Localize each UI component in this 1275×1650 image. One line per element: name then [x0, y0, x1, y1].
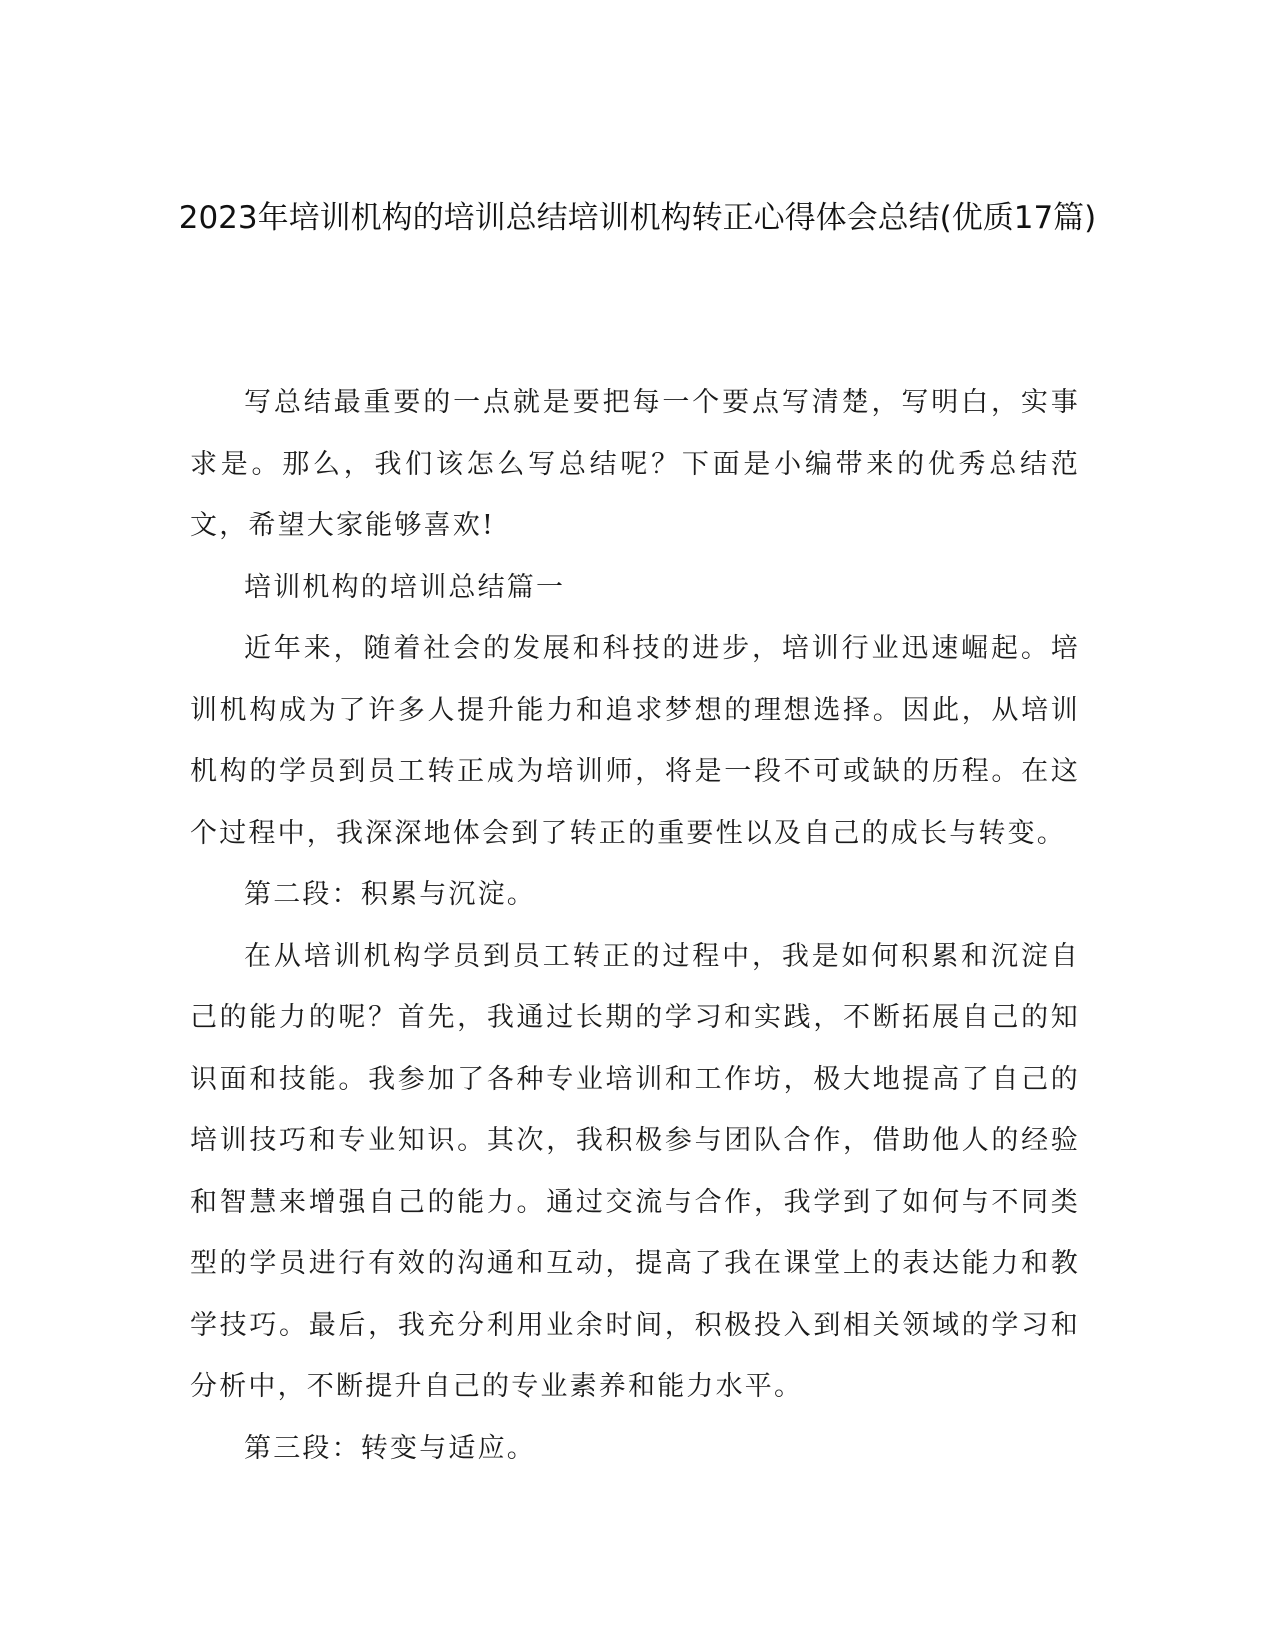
document-title: 2023年培训机构的培训总结培训机构转正心得体会总结(优质17篇): [178, 200, 1097, 236]
body-paragraph: 近年来，随着社会的发展和科技的进步，培训行业迅速崛起。培训机构成为了许多人提升能力和追求梦想的理想选择。因此，从培训机构的学员到员工转正成为培训师，将是一段不可或缺的历程。在这个过程中，我深深地体会到了转正的重要性以及自己的成长与转变。: [190, 633, 1080, 849]
section-heading-third: 第三段：转变与适应。: [244, 1432, 536, 1464]
document-body: [190, 372, 1080, 1479]
section-heading-part-one: 培训机构的培训总结篇一: [244, 571, 566, 603]
body-paragraph: 在从培训机构学员到员工转正的过程中，我是如何积累和沉淀自己的能力的呢？首先，我通过长期的学习和实践，不断拓展自己的知识面和技能。我参加了各种专业培训和工作坊，极大地提高了自己的培训技巧和专业知识。其次，我积极参与团队合作，借助他人的经验和智慧来增强自己的能力。通过交流与合作，我学到了如何与不同类型的学员进行有效的沟通和互动，提高了我在课堂上的表达能力和教学技巧。最后，我充分利用业余时间，积极投入到相关领域的学习和分析中，不断提升自己的专业素养和能力水平。: [190, 940, 1080, 1402]
section-heading-second: 第二段：积累与沉淀。: [244, 879, 536, 910]
intro-paragraph: 写总结最重要的一点就是要把每一个要点写清楚，写明白，实事求是。那么，我们该怎么写总结呢？下面是小编带来的优秀总结范文，希望大家能够喜欢!: [190, 387, 1080, 541]
